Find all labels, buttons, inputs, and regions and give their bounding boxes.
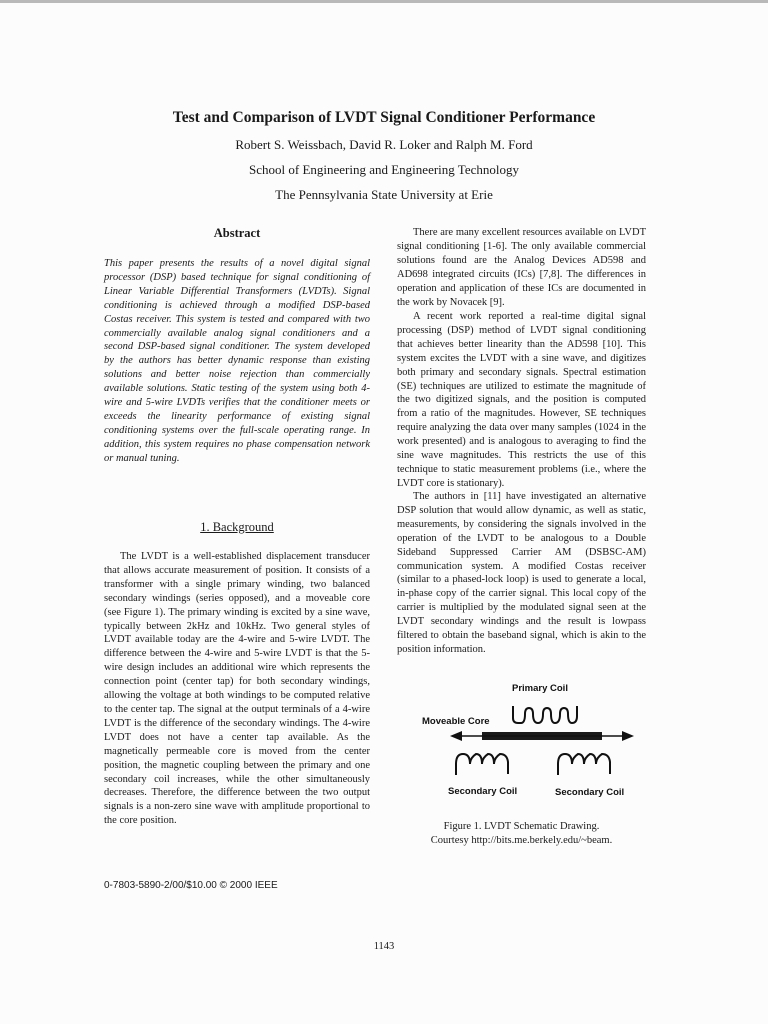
right-paragraph-1: There are many excellent resources available on LVDT signal conditioning [1-6]. The only available commercial solutions found are the Analog Devices AD598 and AD698 integrated circuits (ICs) [7,8]. The differences in operation and application of these ICs are documented in the work by Novacek [9]. xyxy=(397,227,646,308)
paper-title: Test and Comparison of LVDT Signal Conditioner Performance xyxy=(172,109,596,126)
secondary-coil-right-label: Secondary Coil xyxy=(555,787,625,798)
background-heading: 1. Background xyxy=(200,520,274,534)
secondary-coil-left-label: Secondary Coil xyxy=(448,786,518,797)
top-border xyxy=(0,0,768,3)
figure-caption-line-2: Courtesy http://bits.me.berkely.edu/~beam. xyxy=(430,834,613,846)
primary-coil-label: Primary Coil xyxy=(512,683,568,694)
page-number: 1143 xyxy=(373,941,395,952)
moveable-core-label: Moveable Core xyxy=(422,716,490,727)
primary-coil-winding xyxy=(513,706,577,723)
secondary-coil-right-winding xyxy=(558,754,610,775)
background-text: The LVDT is a well-established displacement transducer that allows accurate measurement of position. It consists of a transformer with a single primary winding, two balanced secondary windings (series opposed), and a moveable core (see Figure 1). The primary winding is excited by a sine wave, typically between 2kHz and 10kHz. Two general styles of LVDT available today are the 4-wire and 5-wire LVDT. The difference between the 4-wire and 5-wire LVDT is that the 5-wire design includes an additional wire which represents the connection point (center tap) for both secondary windings, allowing the voltage at both windings to be computed relative to the center tap. The signal at the output terminals of a 4-wire LVDT is the difference of the secondary windings. The 4-wire LVDT does not have a center tap available. As the magnetically permeable core is moved from the center position, the magnetic coupling between the primary and one secondary coil increases, while the other simultaneously decreases. Therefore, the difference between the two output signals is a non-zero sine wave with amplitude proportional to the core position. xyxy=(104,551,370,827)
authors: Robert S. Weissbach, David R. Loker and Ralph M. Ford xyxy=(235,137,533,152)
secondary-coil-left-winding xyxy=(456,754,508,775)
university: The Pennsylvania State University at Erie xyxy=(275,187,493,202)
right-arrow-icon xyxy=(622,731,634,741)
copyright-notice: 0-7803-5890-2/00/$10.00 © 2000 IEEE xyxy=(104,880,278,891)
left-arrow-icon xyxy=(450,731,462,741)
lvdt-schematic-figure xyxy=(420,678,646,804)
abstract-heading: Abstract xyxy=(213,226,261,240)
figure-caption xyxy=(397,820,646,848)
figure-caption-line-1: Figure 1. LVDT Schematic Drawing. xyxy=(443,821,600,832)
school: School of Engineering and Engineering Technology xyxy=(249,162,519,177)
right-paragraph-2: A recent work reported a real-time digital signal processing (DSP) method of LVDT signal conditioning that achieves better linearity than the AD598 [10]. This system excites the LVDT with a sine wave, and digitizes both primary and secondary signals. Spectral estimation (SE) techniques are utilized to estimate the magnitude of the two digitized signals, and the position is computed from a ratio of the magnitudes. However, SE techniques require analyzing the data over many samples (1024 in the work presented) and is analogous to averaging to find the sine wave magnitudes. This restricts the use of this technique to static measurement problems (i.e., where the LVDT core is stationary). xyxy=(397,311,646,489)
lvdt-schematic-drawing xyxy=(420,678,646,804)
right-paragraph-3: The authors in [11] have investigated an alternative DSP solution that would allow dynamic, as well as static, measurements, by considering the signals involved in the operation of the LVDT to be analogous to a Double Sideband Suppressed Carrier AM (DSBSC-AM) communication system. A modified Costas receiver (similar to a phased-lock loop) is used to generate a local, in-phase copy of the carrier signal. This local copy of the carrier is multiplied by the modulated signal seen at the LVDT secondary windings and the result is lowpass filtered to obtain the baseband signal, which is akin to the position information. xyxy=(397,491,646,655)
abstract-text: This paper presents the results of a novel digital signal processor (DSP) based technique for signal conditioning of Linear Variable Differential Transformers (LVDTs). Signal conditioning is achieved through a modified DSP-based Costas receiver. This system is tested and compared with two commercially available analog signal conditioners and a second DSP-based signal conditioner. The system developed by the authors has better dynamic response than existing solutions and better noise rejection than commercially available solutions. Static testing of the system using both 4-wire and 5-wire LVDTs verifies that the conditioner meets or exceeds the linearity performance of existing signal conditioning systems over the full-scale operating range. In addition, this system requires no phase compensation network or manual tuning. xyxy=(104,258,370,464)
